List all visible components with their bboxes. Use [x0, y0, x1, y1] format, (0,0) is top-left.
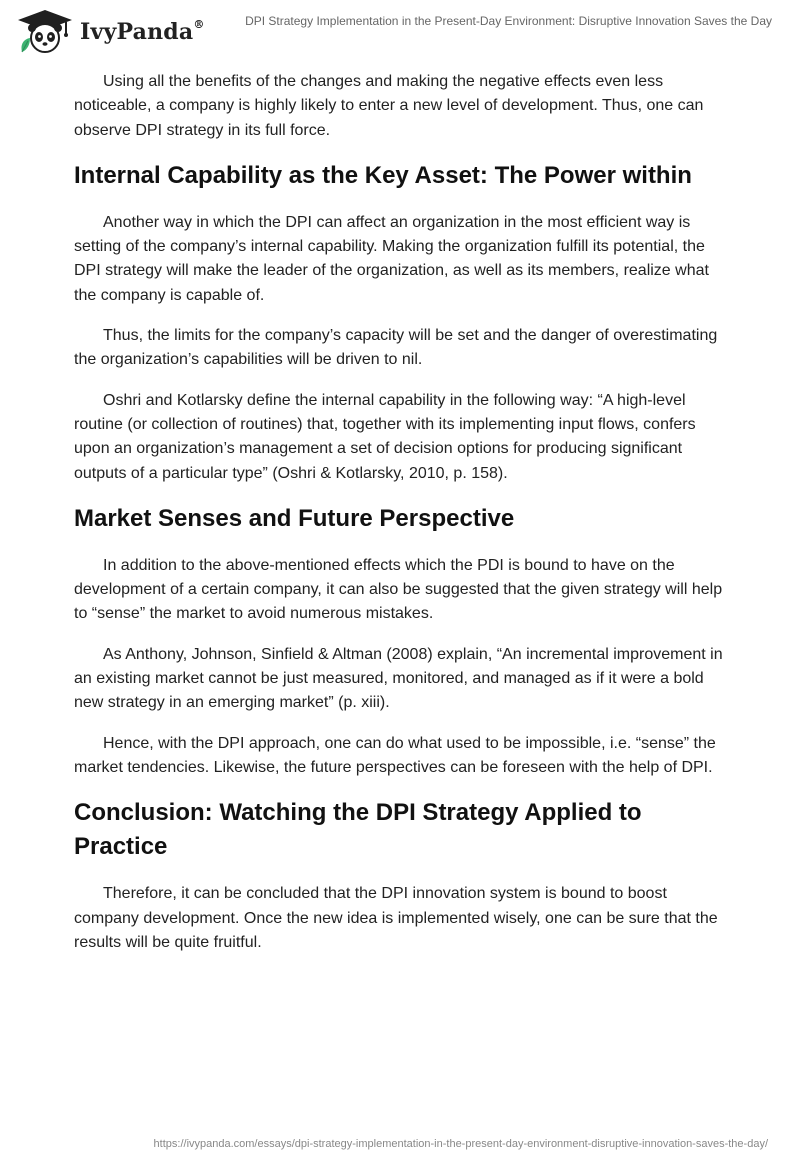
section-heading-conclusion: Conclusion: Watching the DPI Strategy Applied to Practice: [74, 799, 642, 861]
document-title: DPI Strategy Implementation in the Present-Day Environment: Disruptive Innovation Saves the Day: [245, 14, 772, 28]
essay-content: [74, 70, 730, 971]
page-header: [0, 0, 800, 62]
paragraph: Hence, with the DPI approach, one can do what used to be impossible, i.e. “sense” the market tendencies. Likewise, the future perspectives can be foreseen with the help of DPI.: [74, 734, 716, 776]
paragraph: Oshri and Kotlarsky define the internal capability in the following way: “A high-level routine (or collection of routines) that, together with its implementing input flows, confers upon an organization’s management a set of decision options for producing significant outputs of a particular type” (Oshri & Kotlarsky, 2010, p. 158).: [74, 391, 696, 482]
paragraph: As Anthony, Johnson, Sinfield & Altman (2008) explain, “An incremental improvement in an existing market cannot be just measured, monitored, and managed as if it were a bold new strategy in an emerging market” (p. xiii).: [74, 645, 723, 712]
logo-text: IvyPanda: [80, 19, 194, 45]
paragraph: In addition to the above-mentioned effects which the PDI is bound to have on the development of a certain company, it can also be suggested that the given strategy will help to “sense” the market to avoid numerous mistakes.: [74, 556, 723, 623]
paragraph: Another way in which the DPI can affect an organization in the most efficient way is setting of the company’s internal capability. Making the organization fulfill its potential, the DPI strategy will make the leader of the organization, as well as its members, realize what the company is capable of.: [74, 213, 709, 304]
logo-wordmark: [80, 19, 205, 45]
panda-logo-icon: [16, 8, 74, 54]
paragraph: Therefore, it can be concluded that the DPI innovation system is bound to boost company development. Once the new idea is implemented wisely, one can be sure that the results will be quite fruitful.: [74, 885, 718, 951]
registered-mark: ®: [193, 17, 205, 31]
section-heading-internal-capability: Internal Capability as the Key Asset: The Power within: [74, 161, 692, 189]
section-heading-market-senses: Market Senses and Future Perspective: [74, 504, 515, 532]
intro-paragraph: Using all the benefits of the changes and making the negative effects even less noticeable, a company is highly likely to enter a new level of development. Thus, one can observe DPI strategy in its full force.: [74, 73, 704, 139]
ivypanda-logo[interactable]: [16, 6, 205, 56]
source-url[interactable]: https://ivypanda.com/essays/dpi-strategy-implementation-in-the-present-day-environment-disruptive-innovation-saves-the-day/: [153, 1138, 768, 1150]
paragraph: Thus, the limits for the company’s capacity will be set and the danger of overestimating the organization’s capabilities will be driven to nil.: [74, 327, 718, 369]
